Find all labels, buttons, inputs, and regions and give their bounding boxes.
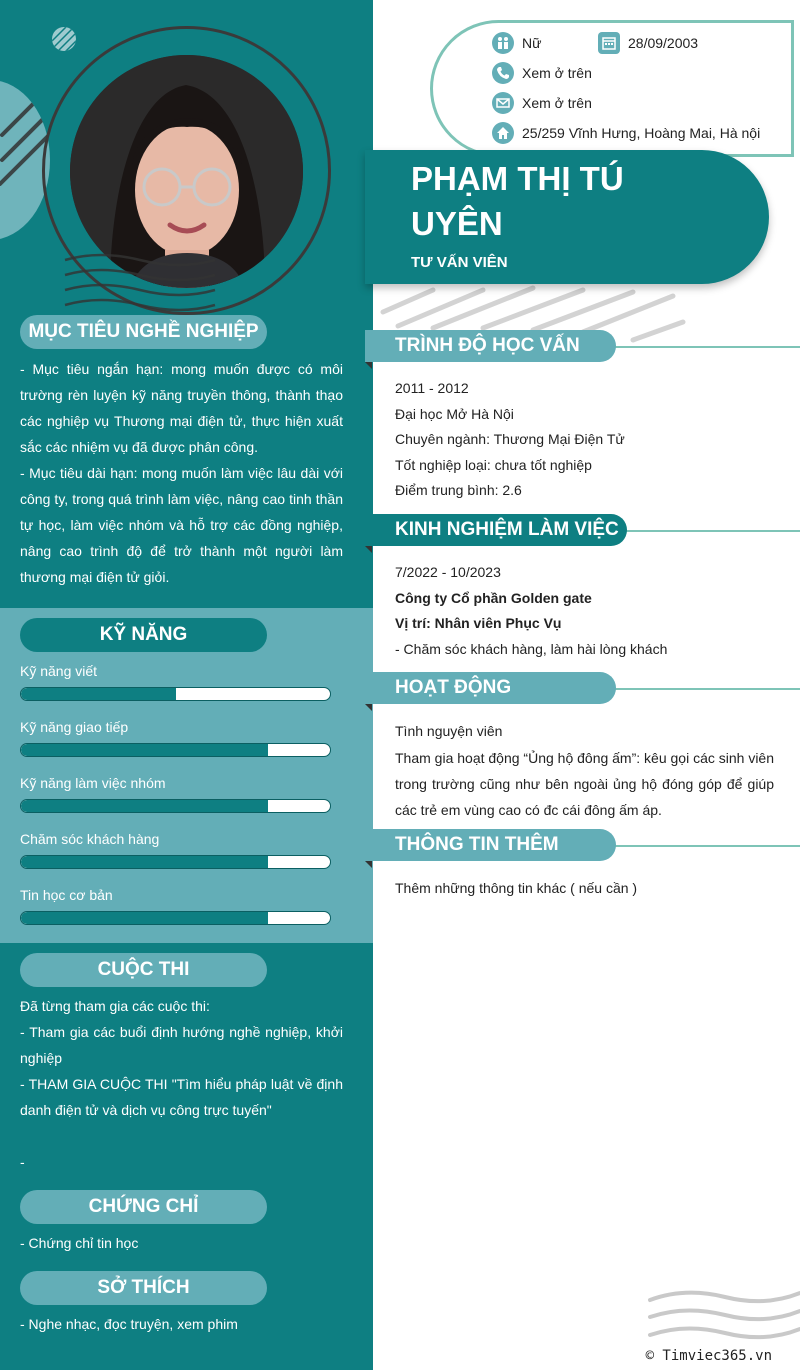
- education-content: [395, 376, 774, 504]
- decorative-dot: [52, 27, 76, 51]
- education-line: 2011 - 2012: [395, 380, 469, 396]
- decorative-wave-lines: [645, 1285, 800, 1345]
- activities-content: [395, 719, 774, 823]
- decorative-stamp-lines: [60, 245, 220, 315]
- gender-icon: [492, 32, 514, 54]
- skill-bar: [20, 911, 331, 925]
- section-divider: [600, 845, 800, 847]
- address-value: 25/259 Vĩnh Hưng, Hoàng Mai, Hà nội: [522, 125, 761, 141]
- objective-heading: MỤC TIÊU NGHỀ NGHIỆP: [20, 315, 267, 349]
- skill-bar: [20, 743, 331, 757]
- education-line: Tốt nghiệp loại: chưa tốt nghiệp: [395, 456, 592, 473]
- phone-item: [492, 62, 592, 84]
- email-value: Xem ở trên: [522, 95, 592, 111]
- hobbies-heading: SỞ THÍCH: [20, 1271, 267, 1305]
- skill-bar-fill: [21, 912, 268, 924]
- skill-label: Chăm sóc khách hàng: [20, 831, 160, 847]
- birthday-value: 28/09/2003: [628, 35, 699, 51]
- certificates-heading: CHỨNG CHỈ: [20, 1190, 267, 1224]
- gender-value: Nữ: [522, 35, 542, 51]
- skill-label: Tin học cơ bản: [20, 887, 113, 903]
- contests-text: [20, 993, 343, 1175]
- skill-label: Kỹ năng giao tiếp: [20, 719, 129, 735]
- skill-bar-fill: [21, 688, 176, 700]
- skill-label: Kỹ năng viết: [20, 663, 98, 679]
- skill-bar: [20, 799, 331, 813]
- objective-short-term: - Mục tiêu ngắn hạn: mong muốn được có môi trường rèn luyện kỹ năng truyền thông, thành thạo các nghiệp vụ Thương mại điện tử, thực hiện xuất sắc các nhiệm vụ đã được phân công.: [20, 361, 343, 455]
- skill-label: Kỹ năng làm việc nhóm: [20, 775, 166, 791]
- full-name: PHẠM THỊ TÚ UYÊN: [411, 160, 624, 242]
- contests-line: -: [20, 1154, 25, 1170]
- experience-duty: - Chăm sóc khách hàng, làm hài lòng khách: [395, 640, 668, 657]
- name-banner: [365, 150, 769, 284]
- skill-bar: [20, 855, 331, 869]
- job-title: TƯ VẤN VIÊN: [411, 254, 508, 271]
- experience-content: [395, 560, 774, 662]
- certificates-text: - Chứng chỉ tin học: [20, 1235, 139, 1251]
- email-icon: [492, 92, 514, 114]
- experience-period: 7/2022 - 10/2023: [395, 564, 501, 580]
- heading-notch: [365, 362, 372, 369]
- experience-company: Công ty Cổ phần Golden gate: [395, 589, 592, 606]
- section-divider: [600, 346, 800, 348]
- skill-bar: [20, 687, 331, 701]
- calendar-icon: [598, 32, 620, 54]
- activities-heading: HOẠT ĐỘNG: [365, 672, 616, 704]
- address-item: [492, 122, 760, 144]
- education-heading: TRÌNH ĐỘ HỌC VẤN: [365, 330, 616, 362]
- home-icon: [492, 122, 514, 144]
- contests-line: - THAM GIA CUỘC THI "Tìm hiểu pháp luật về định danh điện tử và dịch vụ công trực tuyến": [20, 1076, 343, 1118]
- skill-bar-fill: [21, 800, 268, 812]
- skills-heading: KỸ NĂNG: [20, 618, 267, 652]
- more-info-heading: THÔNG TIN THÊM: [365, 829, 616, 861]
- skill-bar-fill: [21, 856, 268, 868]
- contests-line: - Tham gia các buổi định hướng nghề nghiệp, khởi nghiệp: [20, 1024, 343, 1066]
- more-info-text: Thêm những thông tin khác ( nếu cần ): [395, 880, 638, 896]
- heading-notch: [365, 546, 372, 553]
- gender-item: [492, 32, 541, 54]
- section-divider: [600, 688, 800, 690]
- email-item: [492, 92, 592, 114]
- left-column: [0, 0, 373, 1370]
- phone-value: Xem ở trên: [522, 65, 592, 81]
- activities-role: Tình nguyện viên: [395, 723, 503, 739]
- education-line: Đại học Mở Hà Nội: [395, 405, 514, 422]
- section-divider: [610, 530, 800, 532]
- skill-bar-fill: [21, 744, 268, 756]
- birthday-item: [598, 32, 698, 54]
- education-line: Điểm trung bình: 2.6: [395, 482, 522, 498]
- experience-position: Vị trí: Nhân viên Phục Vụ: [395, 615, 562, 631]
- education-line: Chuyên ngành: Thương Mại Điện Tử: [395, 431, 625, 447]
- objective-text: [20, 356, 343, 590]
- contests-heading: CUỘC THI: [20, 953, 267, 987]
- experience-heading: KINH NGHIỆM LÀM VIỆC: [365, 514, 627, 546]
- heading-notch: [365, 704, 372, 711]
- hobbies-text: - Nghe nhạc, đọc truyện, xem phim: [20, 1316, 238, 1332]
- activities-description: Tham gia hoạt động “Ủng hộ đông ấm”: kêu gọi các sinh viên trong trường cũng như bên ngoài ủng hộ đóng góp để giúp các trẻ em vùng cao có đc cái đông ấm áp.: [395, 749, 775, 818]
- heading-notch: [365, 861, 372, 868]
- phone-icon: [492, 62, 514, 84]
- contests-line: Đã từng tham gia các cuộc thi:: [20, 998, 210, 1014]
- more-info-content: [395, 876, 774, 902]
- objective-long-term: - Mục tiêu dài hạn: mong muốn làm việc lâu dài với công ty, trong quá trình làm việc, nâng cao tinh thần tự học, làm việc nhóm và hỗ trợ các đồng nghiệp, nâng cao trình độ để trở thành một người làm thương mại điện tử giỏi.: [20, 465, 343, 585]
- watermark: © Timviec365.vn: [645, 1348, 772, 1364]
